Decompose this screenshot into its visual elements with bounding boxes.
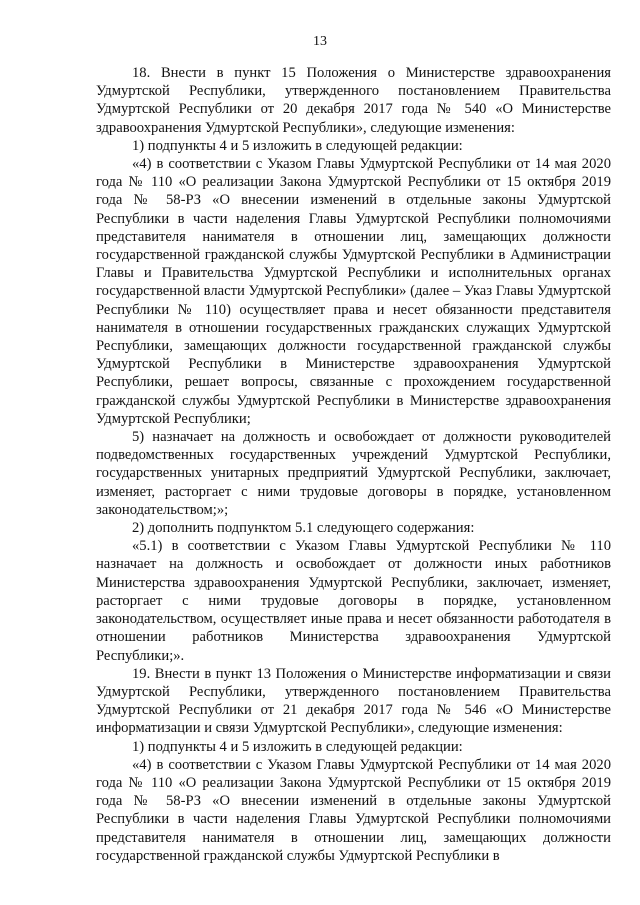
page-number: 13 <box>313 34 327 49</box>
paragraph-item-19: 19. Внести в пункт 13 Положения о Министерстве информатизации и связи Удмуртской Республики, утвержденного постановлением Правительства Удмуртской Республики от 21 декабря 2017 года № 546 «О Министерстве информатизации и связи Удмуртской Республики», следующие изменения: <box>96 665 611 737</box>
paragraph-quote-5-1: «5.1) в соответствии с Указом Главы Удмуртской Республики № 110 назначает на должность и освобождает от должности иных работников Министерства здравоохранения Удмуртской Республики, заключает, изменяет, расторгает с ними трудовые договоры в порядке, установленном законодательством, осуществляет иные права и несет обязанности работодателя в отношении работников Министерства здравоохранения Удмуртской Республики;». <box>96 538 611 664</box>
document-body <box>96 64 611 865</box>
paragraph-quote-5: 5) назначает на должность и освобождает от должности руководителей подведомственных государственных учреждений Удмуртской Республики, государственных унитарных предприятий Удмуртской Республики, заключает, изменяет, расторгает с ними трудовые договоры в порядке, установленном законодательством;»; <box>96 429 611 518</box>
paragraph-item-18: 18. Внести в пункт 15 Положения о Министерстве здравоохранения Удмуртской Республики, утвержденного постановлением Правительства Удмуртской Республики от 20 декабря 2017 года № 540 «О Министерстве здравоохранения Удмуртской Республики», следующие изменения: <box>96 65 611 136</box>
paragraph-quote-4-b: «4) в соответствии с Указом Главы Удмуртской Республики от 14 мая 2020 года № 110 «О реализации Закона Удмуртской Республики от 15 октября 2019 года № 58-РЗ «О внесении изменений в отдельные законы Удмуртской Республики в части наделения Главы Удмуртской Республики полномочиями представителя нанимателя в отношении лиц, замещающих должности государственной гражданской службы Удмуртской Республики в <box>96 756 611 864</box>
paragraph-subitem-2: 2) дополнить подпунктом 5.1 следующего содержания: <box>132 520 475 537</box>
paragraph-subitem-1-b: 1) подпункты 4 и 5 изложить в следующей редакции: <box>132 738 463 755</box>
paragraph-subitem-1: 1) подпункты 4 и 5 изложить в следующей редакции: <box>132 137 463 154</box>
paragraph-quote-4: «4) в соответствии с Указом Главы Удмуртской Республики от 14 мая 2020 года № 110 «О реализации Закона Удмуртской Республики от 15 октября 2019 года № 58-РЗ «О внесении изменений в отдельные законы Удмуртской Республики в части наделения Главы Удмуртской Республики полномочиями представителя нанимателя в отношении лиц, замещающих должности государственной гражданской службы Удмуртской Республики в Администрации Главы и Правительства Удмуртской Республики и исполнительных органах государственной власти Удмуртской Республики» (далее – Указ Главы Удмуртской Республики № 110) осуществляет права и несет обязанности представителя нанимателя в отношении государственных гражданских служащих Удмуртской Республики, замещающих должности государственной гражданской службы Удмуртской Республики в Министерстве здравоохранения Удмуртской Республики, решает вопросы, связанные с прохождением государственной гражданской службы Удмуртской Республики в Министерстве здравоохранения Удмуртской Республики; <box>96 156 611 427</box>
